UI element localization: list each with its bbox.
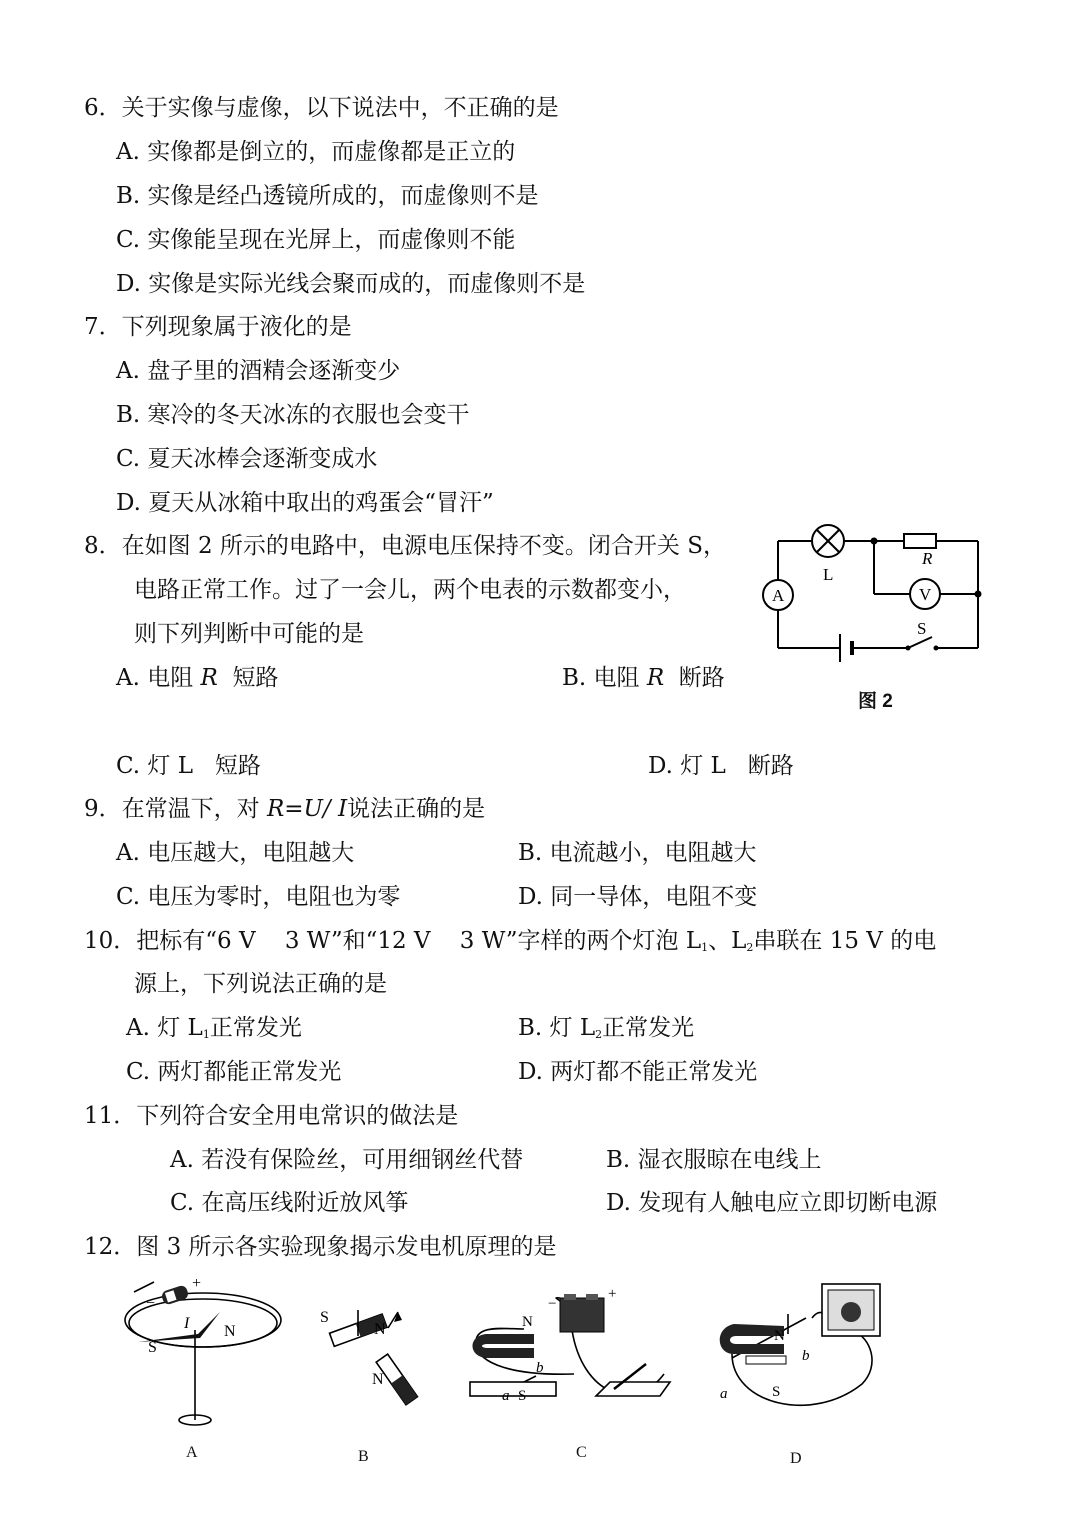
q8-option-a: A. 电阻 R 短路 — [116, 665, 279, 691]
q11-stem: 11．下列符合安全用电常识的做法是 — [84, 1103, 459, 1129]
q10-option-a: A. 灯 $L_1$正常发光 — [126, 1015, 302, 1041]
figure-caption-d: D — [790, 1450, 802, 1467]
figure-caption-a: A — [186, 1444, 198, 1461]
ammeter-label: A — [772, 586, 785, 605]
circuit-diagram-figure2 — [760, 520, 1000, 670]
battery-symbol — [840, 634, 852, 662]
svg-text:S: S — [320, 1309, 329, 1326]
q8-option-c: C. 灯 L 短路 — [116, 753, 261, 779]
svg-text:b: b — [802, 1348, 810, 1364]
q8-stem-line3: 则下列判断中可能的是 — [134, 621, 364, 647]
svg-text:−: − — [548, 1296, 557, 1312]
q9-option-a: A. 电压越大，电阻越大 — [116, 840, 355, 866]
switch-label: S — [917, 619, 927, 638]
q6-stem: 6．关于实像与虚像，以下说法中，不正确的是 — [84, 95, 559, 121]
q10-option-d: D. 两灯都不能正常发光 — [518, 1059, 758, 1085]
q8-option-b: B. 电阻 R 断路 — [562, 665, 725, 691]
svg-text:N: N — [522, 1314, 533, 1330]
q8-option-d: D. 灯 L 断路 — [648, 753, 794, 779]
voltmeter-label: V — [919, 585, 932, 604]
svg-text:S: S — [148, 1339, 157, 1356]
q8-stem-line1: 8．在如图 2 所示的电路中，电源电压保持不变。闭合开关 S， — [84, 533, 726, 559]
q11-option-a: A. 若没有保险丝，可用细钢丝代替 — [170, 1147, 524, 1173]
q7-option-a: A. 盘子里的酒精会逐渐变少 — [116, 358, 401, 384]
svg-text:+: + — [192, 1275, 202, 1292]
svg-text:+: + — [608, 1286, 617, 1302]
q10-option-b: B. 灯 $L_2$正常发光 — [518, 1015, 695, 1041]
figure-caption-b: B — [358, 1448, 369, 1465]
q6-option-c: C. 实像能呈现在光屏上，而虚像则不能 — [116, 227, 516, 253]
q9-stem: 9．在常温下，对 R=U/ I说法正确的是 — [84, 796, 486, 822]
svg-text:I: I — [184, 1315, 190, 1332]
q11-option-b: B. 湿衣服晾在电线上 — [606, 1147, 822, 1173]
lamp-symbol — [812, 525, 844, 557]
compass-needle-icon — [138, 1312, 220, 1342]
q6-option-b: B. 实像是经凸透镜所成的，而虚像则不是 — [116, 183, 539, 209]
figure-b-magnets — [316, 1300, 426, 1410]
resistor-symbol — [904, 534, 936, 548]
q10-option-c: C. 两灯都能正常发光 — [126, 1059, 342, 1085]
q7-option-b: B. 寒冷的冬天冰冻的衣服也会变干 — [116, 402, 470, 428]
q6-option-d: D. 实像是实际光线会聚而成的，而虚像则不是 — [116, 271, 586, 297]
battery-cell-icon — [160, 1284, 189, 1305]
q11-option-c: C. 在高压线附近放风筝 — [170, 1190, 409, 1216]
q9-option-c: C. 电压为零时，电阻也为零 — [116, 884, 401, 910]
svg-text:a: a — [502, 1388, 510, 1404]
svg-text:−: − — [146, 1295, 156, 1312]
figure-d-generator-setup — [712, 1274, 892, 1424]
lamp-label: L — [823, 565, 834, 584]
svg-text:a: a — [720, 1386, 728, 1402]
resistor-label: R — [922, 549, 933, 568]
svg-text:S: S — [518, 1388, 527, 1404]
svg-text:S: S — [772, 1384, 781, 1400]
figure-a-current-loop-compass — [118, 1270, 288, 1435]
figure-c-motor-setup — [464, 1284, 679, 1424]
svg-text:N: N — [224, 1323, 236, 1340]
q9-option-d: D. 同一导体，电阻不变 — [518, 884, 758, 910]
svg-text:b: b — [536, 1360, 544, 1376]
svg-text:N: N — [774, 1328, 785, 1344]
svg-text:N: N — [374, 1321, 386, 1338]
figure-caption-c: C — [576, 1444, 587, 1461]
q6-option-a: A. 实像都是倒立的，而虚像都是正立的 — [116, 139, 516, 165]
q7-option-c: C. 夏天冰棒会逐渐变成水 — [116, 446, 378, 472]
galvanometer-icon — [822, 1284, 880, 1336]
q7-option-d: D. 夏天从冰箱中取出的鸡蛋会“冒汗” — [116, 490, 494, 516]
q7-stem: 7．下列现象属于液化的是 — [84, 314, 352, 340]
q10-stem-line1: 10．把标有“6 V 3 W”和“12 V 3 W”字样的两个灯泡 $L_1$、$L_2$串联在 15 V 的电 — [84, 928, 937, 954]
svg-text:N: N — [372, 1371, 384, 1388]
q11-option-d: D. 发现有人触电应立即切断电源 — [606, 1190, 938, 1216]
q10-stem-line2: 源上，下列说法正确的是 — [134, 971, 387, 997]
q9-option-b: B. 电流越小，电阻越大 — [518, 840, 757, 866]
q8-stem-line2: 电路正常工作。过了一会儿，两个电表的示数都变小， — [134, 577, 686, 603]
figure2-caption: 图 2 — [858, 691, 893, 712]
q12-stem: 12．图 3 所示各实验现象揭示发电机原理的是 — [84, 1234, 557, 1260]
